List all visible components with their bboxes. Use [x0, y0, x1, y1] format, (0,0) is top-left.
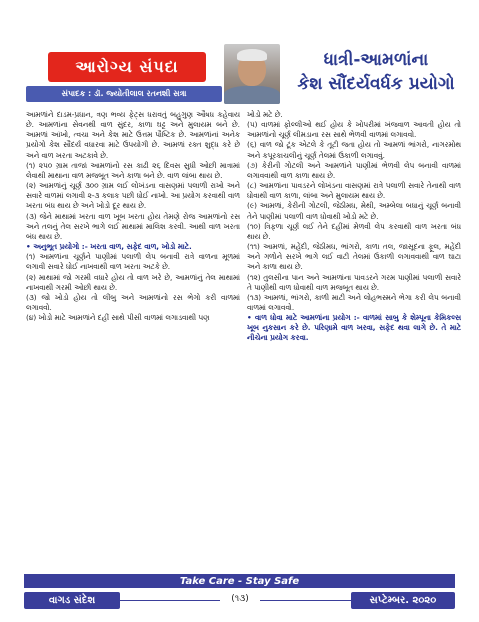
section-title-banner: આરોગ્ય સંપદા	[48, 52, 206, 82]
paragraph: (૨) આમળાંનું ચૂર્ણ ૩૦૦ ગ્રામ લઈ લોખંડના વાસણમાં પલાળી રાખો અને સવારે વાળમાં લગાવી ૨-૩ કલાક પછી ધોઈ નાખો. આ પ્રયોગ કરવાથી વાળ ખરતા બંધ થાય છે અને ખોડો દૂર થાય છે.	[26, 181, 240, 211]
left-column	[26, 110, 240, 323]
right-column	[247, 110, 461, 344]
editor-credit: સંપાદક : ડૉ. જ્યોતીલાલ રતનશી સત્રા	[26, 86, 222, 102]
headline-line-1: ધાત્રી-આમળાંના	[323, 50, 429, 70]
paragraph: (૩) જેને માથામાં ખરતા વાળ ખૂબ ખરતા હોય તેમણે રોજ આમળાંનો રસ અને તલનું તેલ સરખે ભાગે લઈ માથામાં માલિશ કરવી. આથી વાળ ખરતા બંધ થાય છે.	[26, 211, 240, 241]
paragraph: (૧૩) આમળાં, ભાંગરો, કાળી માટી અને લોહભસ્મને ભેગા કરી લેપ બનાવી વાળમાં લગાવવો.	[247, 292, 461, 312]
article-headline	[286, 48, 466, 96]
paragraph: આમળાંને દાડમ-પ્રધાન, ત્રણ ભવ્ય ફેટ્સ ધરાવતું બહુગુણ ઔષધ કહેવાય છે. આમળાંના સેવનથી વાળ સુંદર, કાળા ઘટ્ટ અને મુલાયમ બને છે. આમળાં આંખો, ત્વચા અને કેશ માટે ઉત્તમ પૌષ્ટિક છે. આમળાંનાં અનેક પ્રયોગો કેશ સૌંદર્ય વધારવા માટે ઉપયોગી છે. આમળાં રક્ત શુદ્ધ કરે છે અને વાળ ખરતા અટકાવે છે.	[26, 110, 240, 160]
paragraph: (૯) આમળાં, કેરીની ગોટલી, જેઠીમધ, મેથી, અમ્બેલા બધાનું ચૂર્ણ બનાવી તેને પાણીમાં પલાળી વાળ ધોવાથી ખોડો મટે છે.	[247, 201, 461, 221]
magazine-name: વાગડ સંદેશ	[24, 592, 120, 609]
paragraph: (૫) વાળમાં ફોલ્લીઓ થઈ હોય કે ખોપરીમાં ખંજવાળ આવતી હોય તો આમળાંનો ચૂર્ણ લીમડાના રસ સાથે ભેળવી વાળમાં લગાવવો.	[247, 120, 461, 140]
paragraph: (૬) વાળ જો ટૂંક એટલે કે તૂટી જતા હોય તો આમળાં ભાંગરો, નાગરમોથ અને કપૂરકાચલીનું ચૂર્ણ તેલમાં ઉકાળી લગાવવું.	[247, 140, 461, 160]
paragraph: ખોડો મટે છે.	[247, 110, 283, 119]
subheading: • અનુભૂત પ્રયોગો :- ખરતા વાળ, સફેદ વાળ, ખોડો માટે.	[26, 242, 192, 252]
portrait-shoulders	[224, 86, 280, 104]
author-portrait	[224, 44, 280, 104]
page-footer	[24, 592, 455, 609]
paragraph: (૭) કેરીની ગોટલી અને આમળાંને પાણીમાં ભેળવી લેપ બનાવી વાળમાં લગાવવાથી વાળ કાળા થાય છે.	[247, 160, 461, 180]
tagline-bar: Take Care - Stay Safe	[24, 574, 455, 588]
article-header	[14, 44, 469, 106]
paragraph: (૧) ૨૫૦ ગ્રામ તાજાં આમળાંનો રસ કાઢી ૨૬ દિવસ સુધી ઓછી માત્રામાં લેવાથી માથાના વાળ મજબૂત અને કાળા બને છે. વાળ લાંબા થાય છે.	[26, 160, 240, 180]
issue-date: સપ્ટેમ્બર. ૨૦૨૦	[351, 592, 455, 609]
subheading: • વાળ ધોવા માટે આમળાંના પ્રયોગ :- વાળમાં સાબુ કે શેમ્પૂના કેમિકલ્સ ખૂબ નુકસાન કરે છે. પરિણામે વાળ ખરવા, સફેદ થવા લાગે છે. તે માટે નીચેના પ્રયોગ કરવા.	[247, 313, 461, 343]
paragraph: (૩) જો ખોડો હોય તો લીંબુ અને આમળાંનો રસ ભેગો કરી વાળમાં લગાવવો.	[26, 292, 240, 312]
paragraph: (૧૧) આમળાં, મહેંદી, જેઠીમધ, ભાંગરો, કાળા તલ, જાસૂદના ફૂલ, મહેંદી અને ગળોને સરખે ભાગે લઈ વાટી તેલમાં ઉકાળી લગાવવાથી વાળ ઘાટા અને કાળા થાય છે.	[247, 242, 461, 272]
paragraph: (૧) આમળાંના ચૂર્ણને પાણીમાં પલાળી લેપ બનાવી રાત્રે વાળના મૂળમાં લગાવી સવારે ધોઈ નાખવાથી વાળ ખરતા અટકે છે.	[26, 252, 240, 272]
headline-line-2: કેશ સૌંદર્યવર્ધક પ્રયોગો	[297, 74, 455, 94]
portrait-hair	[237, 49, 267, 61]
paragraph: (૧૦) ત્રિફળા ચૂર્ણ લઈ તેને દહીંમાં મેળવી લેપ કરવાથી વાળ ખરતા બંધ થાય છે.	[247, 221, 461, 241]
paragraph: (૨) માથામાં જો ગરમી વધારે હોય તો વાળ ખરે છે, આમળાંનું તેલ માથામાં નાખવાથી ગરમી ઓછી થાય છે.	[26, 272, 240, 292]
page-number: (૧૩)	[220, 594, 260, 604]
paragraph: (૧૨) તુલસીના પાન અને આમળાંના પાવડરને ગરમ પાણીમાં પલાળી સવારે તે પાણીથી વાળ ધોવાથી વાળ મજબૂત થાય છે.	[247, 272, 461, 292]
paragraph: (૮) આમળાંના પાવડરને લોખંડના વાસણમાં રાત્રે પલાળી સવારે તેનાથી વાળ ધોવાથી વાળ કાળા, લાંબા અને મુલાયમ થાય છે.	[247, 181, 461, 201]
paragraph: (૪) ખોડો માટે આમળાંને દહીં સાથે પીસી વાળમાં લગાડવાથી પણ	[26, 313, 210, 323]
